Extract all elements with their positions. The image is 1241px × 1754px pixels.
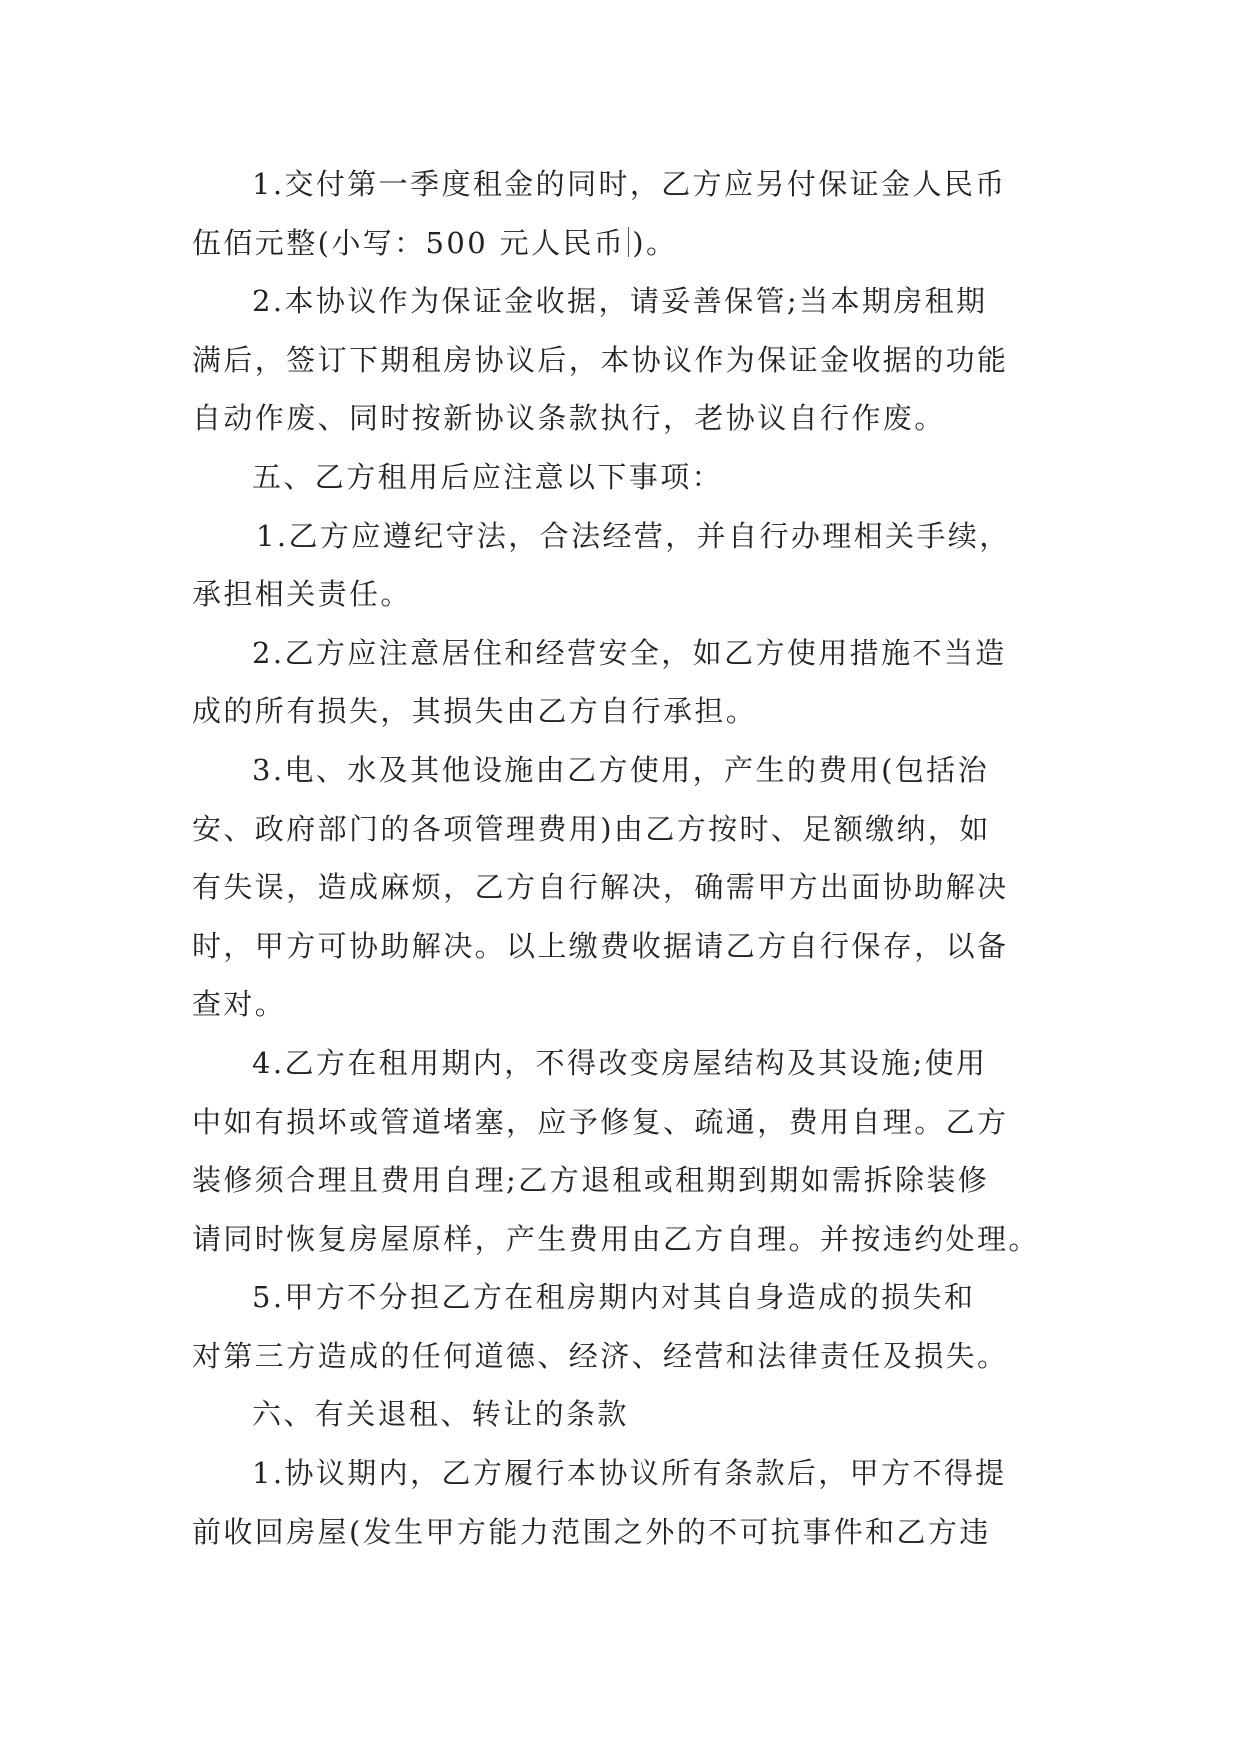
paragraph-line: 1.交付第一季度租金的同时，乙方应另付保证金人民币 xyxy=(252,167,1007,201)
paragraph-line: 承担相关责任。 xyxy=(192,577,412,612)
paragraph-line: 2.乙方应注意居住和经营安全，如乙方使用措施不当造 xyxy=(252,635,1007,670)
section-heading: 六、有关退租、转让的条款 xyxy=(252,1397,629,1432)
text-segment: )。 xyxy=(632,225,678,260)
paragraph-line: 4.乙方在租用期内，不得改变房屋结构及其设施;使用 xyxy=(252,1045,988,1080)
paragraph-line: 5.甲方不分担乙方在租房期内对其自身造成的损失和 xyxy=(252,1280,976,1315)
text-cursor xyxy=(628,227,629,257)
paragraph-line: 3.电、水及其他设施由乙方使用，产生的费用(包括治 xyxy=(252,752,989,787)
paragraph-line: 时，甲方可协助解决。以上缴费收据请乙方自行保存，以备 xyxy=(192,928,1009,963)
paragraph-line: 中如有损坏或管道堵塞，应予修复、疏通，费用自理。乙方 xyxy=(192,1104,1009,1139)
paragraph-line: 满后，签订下期租房协议后，本协议作为保证金收据的功能 xyxy=(192,342,1009,377)
paragraph-line: 1.协议期内，乙方履行本协议所有条款后，甲方不得提 xyxy=(252,1456,1007,1491)
paragraph-line: 有失误，造成麻烦，乙方自行解决，确需甲方出面协助解决 xyxy=(192,870,1009,905)
paragraph-line xyxy=(192,214,1056,273)
paragraph-line: 自动作废、同时按新协议条款执行，老协议自行作废。 xyxy=(192,401,946,436)
paragraph-line: 安、政府部门的各项管理费用)由乙方按时、足额缴纳，如 xyxy=(192,811,991,846)
paragraph-line: 装修须合理且费用自理;乙方退租或租期到期如需拆除装修 xyxy=(192,1163,990,1198)
paragraph-line: 请同时恢复房屋原样，产生费用由乙方自理。并按违约处理。 xyxy=(192,1221,1040,1256)
text-segment: 伍佰元整(小写：500 元人民币 xyxy=(192,225,626,260)
paragraph-line: 查对。 xyxy=(192,987,287,1022)
document-body xyxy=(192,155,1056,1561)
paragraph-line: 成的所有损失，其损失由乙方自行承担。 xyxy=(192,694,758,729)
paragraph-line: 1.乙方应遵纪守法，合法经营，并自行办理相关手续， xyxy=(256,518,1011,553)
paragraph-line: 对第三方造成的任何道德、经济、经营和法律责任及损失。 xyxy=(192,1338,1009,1373)
section-heading: 五、乙方租用后应注意以下事项： xyxy=(252,459,724,494)
paragraph-line: 前收回房屋(发生甲方能力范围之外的不可抗事件和乙方违 xyxy=(192,1514,991,1549)
paragraph-line: 2.本协议作为保证金收据，请妥善保管;当本期房租期 xyxy=(252,284,988,319)
